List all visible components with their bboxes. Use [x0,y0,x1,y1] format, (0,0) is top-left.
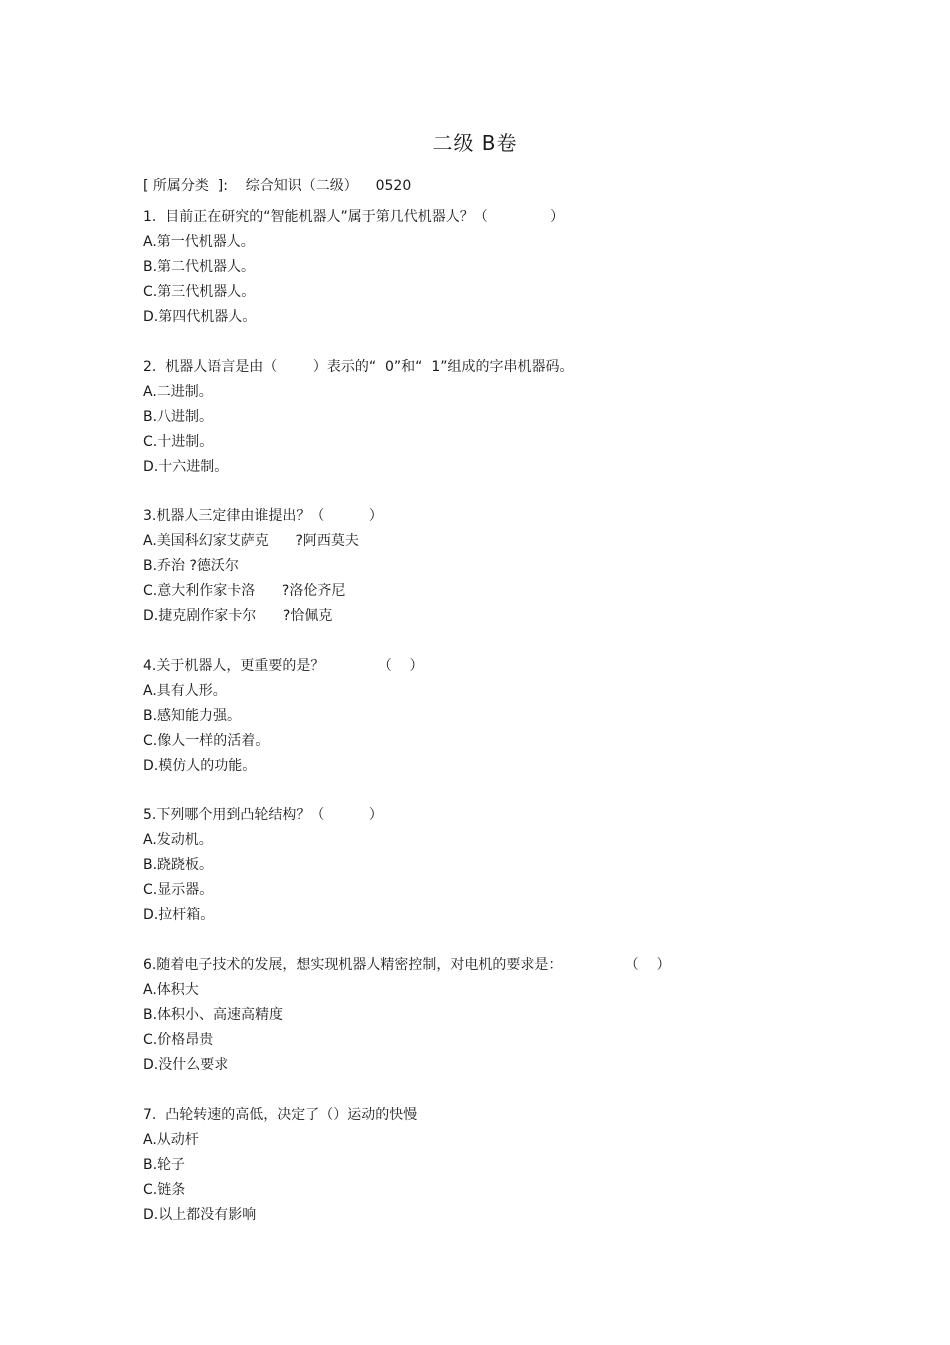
question-7 [143,1103,843,1228]
question-2 [143,355,843,480]
question-text: 3.机器人三定律由谁提出？（ ） [143,508,383,524]
question-text: 4.关于机器人，更重要的是？ （ ） [143,658,424,674]
option-a: A.具有人形。 [143,683,227,699]
option-d: D.没什么要求 [143,1057,229,1073]
document-title: 二级 B卷 [432,131,518,155]
option-a: A.第一代机器人。 [143,234,255,250]
question-3 [143,504,843,629]
question-text: 6.随着电子技术的发展，想实现机器人精密控制，对电机的要求是： （ ） [143,957,671,973]
option-a: A.从动杆 [143,1132,199,1148]
option-a: A.体积大 [143,982,199,998]
option-b: B.感知能力强。 [143,708,242,724]
question-6 [143,953,843,1078]
question-1 [143,205,843,330]
option-b: B.八进制。 [143,409,214,425]
option-c: C.十进制。 [143,434,214,450]
option-a: A.美国科幻家艾萨克 ?阿西莫夫 [143,533,359,549]
option-c: C.链条 [143,1182,186,1198]
question-4 [143,654,843,779]
option-c: C.意大利作家卡洛 ?洛伦齐尼 [143,583,346,599]
option-d: D.捷克剧作家卡尔 ?恰佩克 [143,608,333,624]
category-line: [ 所属分类 ]: 综合知识（二级） 0520 [143,178,412,194]
option-a: A.二进制。 [143,384,213,400]
option-c: C.显示器。 [143,882,214,898]
option-b: B.体积小、高速高精度 [143,1007,284,1023]
option-d: D.十六进制。 [143,459,229,475]
question-text: 7. 凸轮转速的高低，决定了（）运动的快慢 [143,1107,418,1123]
question-text: 1. 目前正在研究的“智能机器人”属于第几代机器人？（ ） [143,209,565,225]
option-a: A.发动机。 [143,832,213,848]
option-b: B.跷跷板。 [143,857,214,873]
question-text: 2. 机器人语言是由（ ）表示的“ 0”和“ 1”组成的字串机器码。 [143,359,574,375]
option-c: C.像人一样的活着。 [143,733,270,749]
question-5 [143,803,843,928]
option-d: D.以上都没有影响 [143,1207,257,1223]
option-d: D.拉杆箱。 [143,907,215,923]
option-b: B.轮子 [143,1157,186,1173]
question-text: 5.下列哪个用到凸轮结构？（ ） [143,807,383,823]
option-d: D.第四代机器人。 [143,309,257,325]
option-d: D.模仿人的功能。 [143,758,257,774]
option-b: B.第二代机器人。 [143,259,256,275]
option-b: B.乔治 ?德沃尔 [143,558,239,574]
option-c: C.价格昂贵 [143,1032,214,1048]
option-c: C.第三代机器人。 [143,284,256,300]
